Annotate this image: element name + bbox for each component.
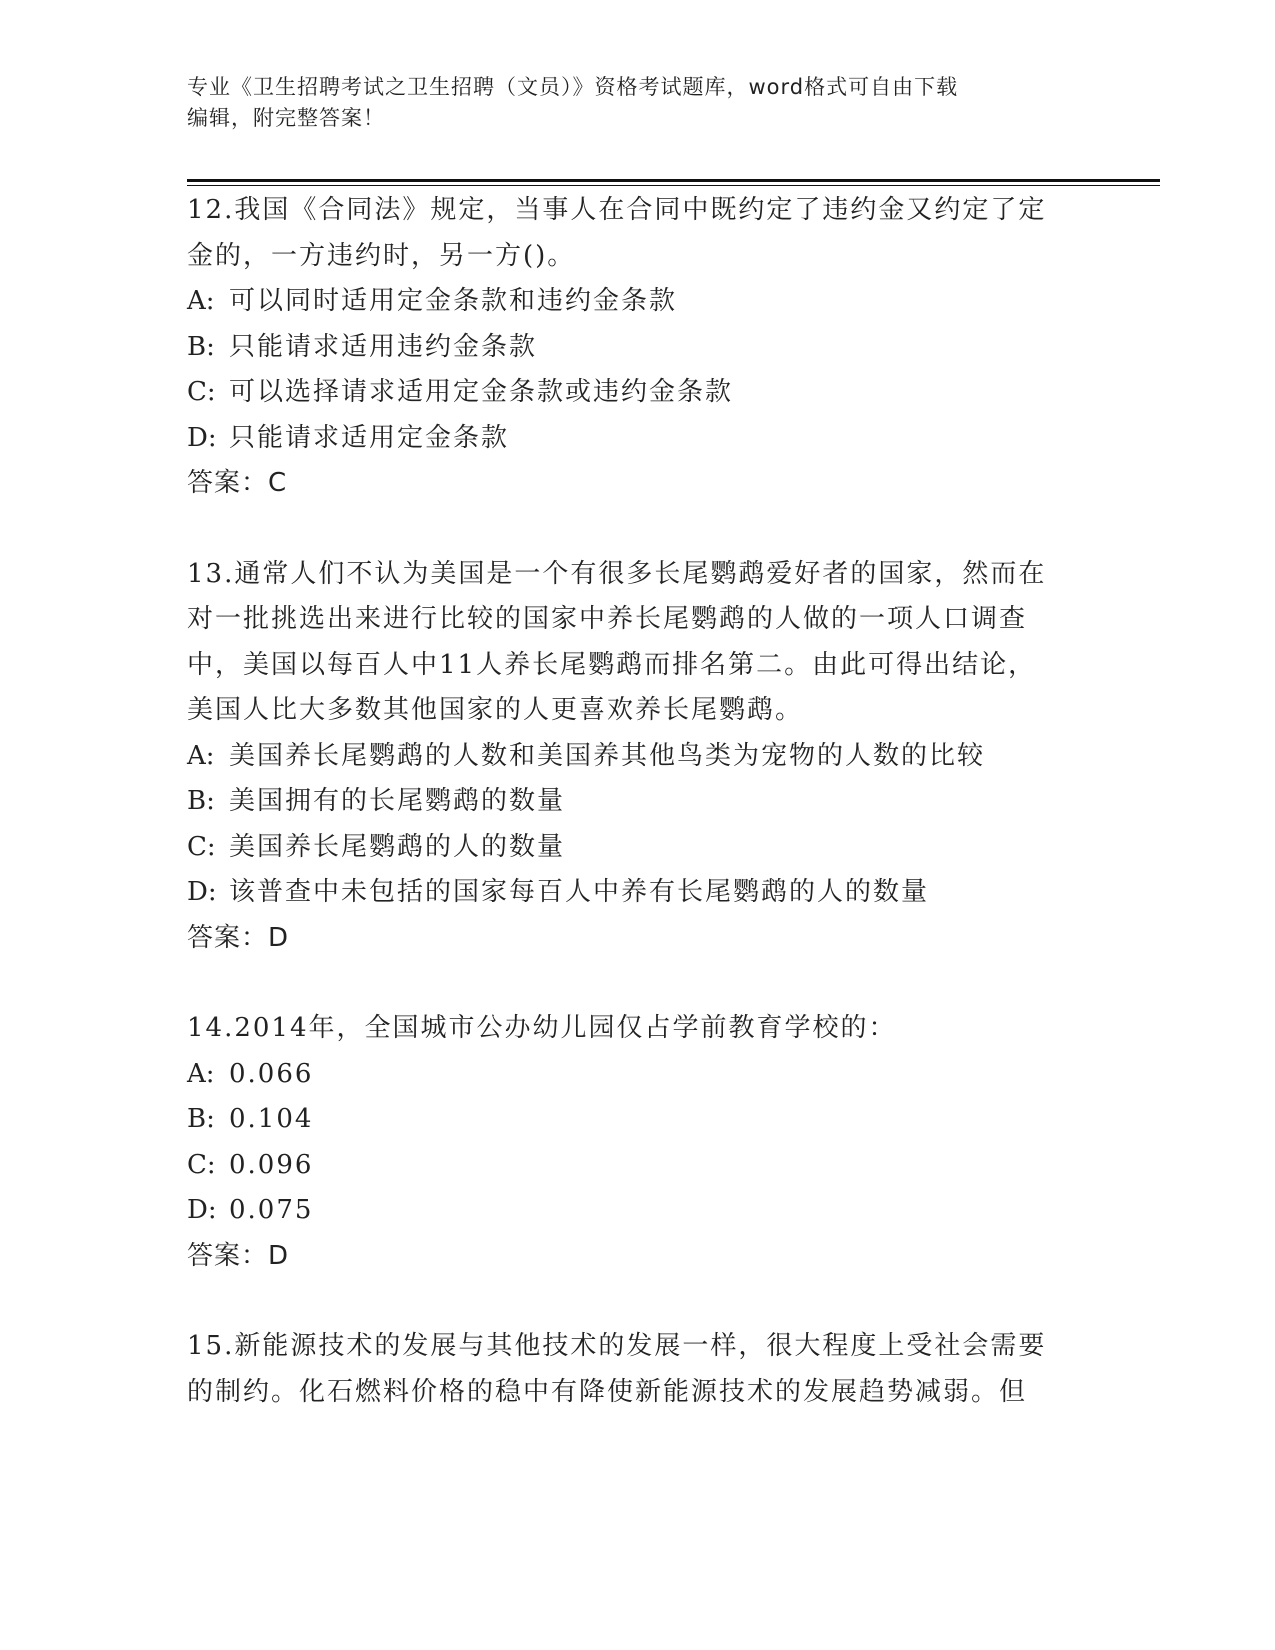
option-a xyxy=(187,1052,1087,1098)
header-divider-thin xyxy=(187,185,1160,186)
question-list xyxy=(187,188,1087,1415)
question-stem-line: 中，美国以每百人中11人养长尾鹦鹉而排名第二。由此可得出结论， xyxy=(187,649,1037,680)
option-label: D: xyxy=(187,877,217,907)
option-b xyxy=(187,1097,1087,1143)
question-spacer xyxy=(187,507,1087,552)
question-stem-line: 14.2014年，全国城市公办幼儿园仅占学前教育学校的： xyxy=(187,1013,897,1043)
option-text: 可以同时适用定金条款和违约金条款 xyxy=(229,286,678,316)
option-text: 美国养长尾鹦鹉的人数和美国养其他鸟类为宠物的人数的比较 xyxy=(229,740,986,771)
question-12 xyxy=(187,188,1087,507)
option-d xyxy=(187,1188,1087,1234)
option-text: 0.066 xyxy=(229,1058,314,1089)
option-label: C: xyxy=(187,377,216,407)
question-stem-line: 12.我国《合同法》规定，当事人在合同中既约定了违约金又约定了定 xyxy=(187,195,1047,225)
option-b xyxy=(187,325,1087,371)
option-text: 0.104 xyxy=(229,1104,314,1134)
option-label: B: xyxy=(187,1104,215,1134)
header-line-2: 编辑，附完整答案！ xyxy=(187,106,385,130)
option-label: D: xyxy=(187,1195,217,1225)
option-text: 只能请求适用定金条款 xyxy=(229,422,510,453)
question-stem-line: 美国人比大多数其他国家的人更喜欢养长尾鹦鹉。 xyxy=(187,695,804,725)
question-spacer xyxy=(187,1279,1087,1324)
question-13 xyxy=(187,552,1087,962)
option-text: 0.075 xyxy=(229,1195,314,1225)
option-d xyxy=(187,416,1087,462)
question-stem-line: 对一批挑选出来进行比较的国家中养长尾鹦鹉的人做的一项人口调查 xyxy=(187,604,1028,634)
answer-line: 答案：D xyxy=(187,1240,290,1271)
option-label: D: xyxy=(187,422,217,453)
question-stem-line: 15.新能源技术的发展与其他技术的发展一样，很大程度上受社会需要 xyxy=(187,1331,1047,1361)
option-a xyxy=(187,279,1087,325)
option-c xyxy=(187,1143,1087,1189)
header-divider-thick xyxy=(187,179,1160,182)
question-stem-line: 13.通常人们不认为美国是一个有很多长尾鹦鹉爱好者的国家，然而在 xyxy=(187,558,1047,589)
option-label: B: xyxy=(187,786,215,816)
option-a xyxy=(187,734,1087,780)
option-label: C: xyxy=(187,831,216,862)
option-text: 可以选择请求适用定金条款或违约金条款 xyxy=(229,377,734,407)
question-stem-line: 金的，一方违约时，另一方()。 xyxy=(187,240,576,271)
option-label: B: xyxy=(187,331,215,362)
option-c xyxy=(187,825,1087,871)
option-text: 美国拥有的长尾鹦鹉的数量 xyxy=(229,786,566,816)
question-14 xyxy=(187,1006,1087,1279)
option-text: 美国养长尾鹦鹉的人的数量 xyxy=(229,831,566,862)
question-spacer xyxy=(187,961,1087,1006)
option-text: 0.096 xyxy=(229,1149,314,1180)
answer-line: 答案：C xyxy=(187,468,288,498)
option-label: A: xyxy=(187,1058,215,1089)
option-text: 该普查中未包括的国家每百人中养有长尾鹦鹉的人的数量 xyxy=(229,877,930,907)
option-b xyxy=(187,779,1087,825)
option-label: A: xyxy=(187,740,215,771)
option-c xyxy=(187,370,1087,416)
question-stem-line: 的制约。化石燃料价格的稳中有降使新能源技术的发展趋势减弱。但 xyxy=(187,1376,1028,1407)
document-header xyxy=(187,72,1087,134)
option-text: 只能请求适用违约金条款 xyxy=(229,331,538,362)
option-label: C: xyxy=(187,1149,216,1180)
header-line-1: 专业《卫生招聘考试之卫生招聘（文员）》资格考试题库，word格式可自由下载 xyxy=(187,75,959,99)
option-label: A: xyxy=(187,286,215,316)
option-d xyxy=(187,870,1087,916)
question-15 xyxy=(187,1324,1087,1415)
answer-line: 答案：D xyxy=(187,922,290,953)
